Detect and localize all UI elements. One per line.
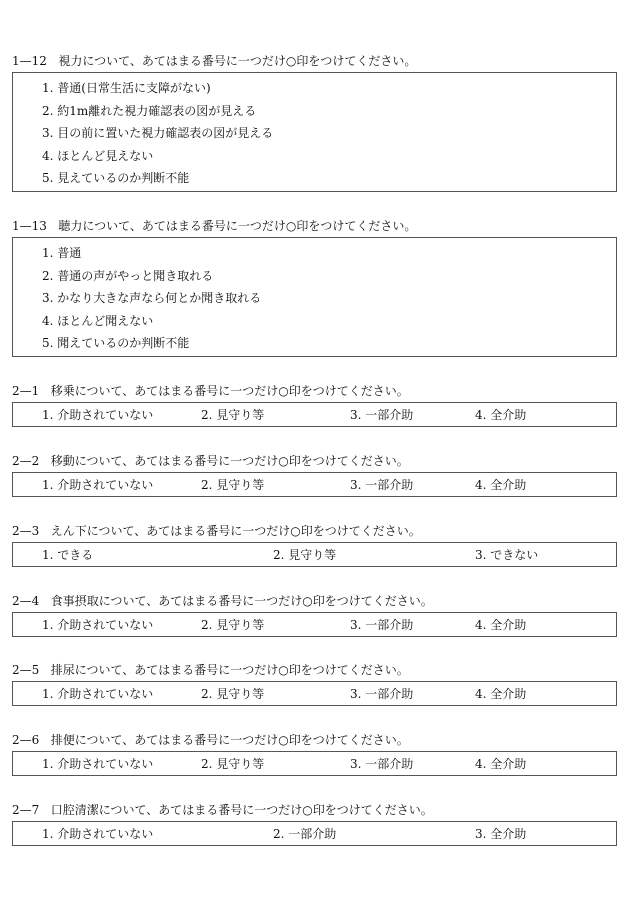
question-text: 排尿について、あてはまる番号に一つだけ○印をつけてください。 [50, 663, 409, 677]
spacer [39, 733, 50, 747]
option-item[interactable]: 5. 聞えているのか判断不能 [42, 336, 190, 351]
question-number: 2—1 [12, 384, 40, 398]
spacer [47, 54, 58, 68]
option-item[interactable]: 3. 一部介助 [350, 757, 414, 771]
question-text: 視力について、あてはまる番号に一つだけ○印をつけてください。 [58, 54, 417, 68]
option-item[interactable]: 1. 介助されていない [42, 827, 154, 841]
options-box [12, 72, 617, 192]
option-item[interactable]: 2. 見守り等 [273, 548, 337, 562]
question-text: 移動について、あてはまる番号に一つだけ○印をつけてください。 [50, 454, 409, 468]
options-box [12, 821, 617, 846]
options-box [12, 542, 617, 567]
question-heading [12, 803, 433, 817]
option-item[interactable]: 1. できる [42, 548, 94, 562]
question-heading [12, 594, 433, 608]
question-text: 聴力について、あてはまる番号に一つだけ○印をつけてください。 [58, 219, 417, 233]
spacer [39, 803, 50, 817]
option-item[interactable]: 3. 全介助 [475, 827, 527, 841]
option-item[interactable]: 4. 全介助 [475, 687, 527, 701]
option-item[interactable]: 2. 見守り等 [201, 687, 265, 701]
option-item[interactable]: 4. 全介助 [475, 757, 527, 771]
option-item[interactable]: 3. 一部介助 [350, 618, 414, 632]
question-heading [12, 454, 409, 468]
option-item[interactable]: 1. 普通 [42, 246, 82, 260]
question-text: 排便について、あてはまる番号に一つだけ○印をつけてください。 [50, 733, 409, 747]
question-number: 2—4 [12, 594, 40, 608]
question-text: 食事摂取について、あてはまる番号に一つだけ○印をつけてください。 [50, 594, 433, 608]
question-number: 2—5 [12, 663, 40, 677]
option-item[interactable]: 2. 一部介助 [273, 827, 337, 841]
options-box [12, 402, 617, 427]
question-heading [12, 663, 409, 677]
option-item[interactable]: 4. 全介助 [475, 618, 527, 632]
option-item[interactable]: 2. 約1m離れた視力確認表の図が見える [42, 103, 257, 118]
question-text: 移乗について、あてはまる番号に一つだけ○印をつけてください。 [50, 384, 409, 398]
option-item[interactable]: 5. 見えているのか判断不能 [42, 171, 190, 186]
option-item[interactable]: 3. 一部介助 [350, 408, 414, 422]
option-item[interactable]: 1. 介助されていない [42, 408, 154, 422]
option-item[interactable]: 1. 介助されていない [42, 478, 154, 492]
question-number: 2—3 [12, 524, 40, 538]
question-number: 2—2 [12, 454, 40, 468]
spacer [47, 219, 58, 233]
question-heading [12, 524, 421, 538]
option-item[interactable]: 1. 介助されていない [42, 757, 154, 771]
option-item[interactable]: 3. 一部介助 [350, 687, 414, 701]
option-item[interactable]: 3. 目の前に置いた視力確認表の図が見える [42, 126, 274, 141]
option-item[interactable]: 3. 一部介助 [350, 478, 414, 492]
spacer [39, 594, 50, 608]
options-box [12, 472, 617, 497]
option-item[interactable]: 2. 見守り等 [201, 408, 265, 422]
option-item[interactable]: 1. 介助されていない [42, 687, 154, 701]
question-heading [12, 384, 409, 398]
question-text: 口腔清潔について、あてはまる番号に一つだけ○印をつけてください。 [50, 803, 433, 817]
option-item[interactable]: 1. 介助されていない [42, 618, 154, 632]
question-text: えん下について、あてはまる番号に一つだけ○印をつけてください。 [50, 524, 421, 538]
options-box [12, 751, 617, 776]
question-number: 1—13 [12, 219, 47, 233]
option-item[interactable]: 3. かなり大きな声なら何とか聞き取れる [42, 291, 262, 306]
option-item[interactable]: 3. できない [475, 548, 539, 562]
option-item[interactable]: 2. 見守り等 [201, 478, 265, 492]
question-number: 2—7 [12, 803, 40, 817]
question-heading [12, 733, 409, 747]
options-box [12, 612, 617, 637]
question-heading [12, 54, 416, 68]
option-item[interactable]: 4. ほとんど見えない [42, 148, 154, 163]
option-item[interactable]: 2. 見守り等 [201, 618, 265, 632]
spacer [39, 384, 50, 398]
option-item[interactable]: 2. 普通の声がやっと聞き取れる [42, 268, 214, 283]
option-item[interactable]: 4. ほとんど聞えない [42, 313, 154, 328]
question-number: 1—12 [12, 54, 47, 68]
options-box [12, 681, 617, 706]
option-item[interactable]: 4. 全介助 [475, 408, 527, 422]
question-number: 2—6 [12, 733, 40, 747]
option-item[interactable]: 1. 普通(日常生活に支障がない) [42, 81, 211, 95]
option-item[interactable]: 2. 見守り等 [201, 757, 265, 771]
spacer [39, 663, 50, 677]
question-heading [12, 219, 416, 233]
spacer [39, 454, 50, 468]
option-item[interactable]: 4. 全介助 [475, 478, 527, 492]
spacer [39, 524, 50, 538]
options-box [12, 237, 617, 357]
